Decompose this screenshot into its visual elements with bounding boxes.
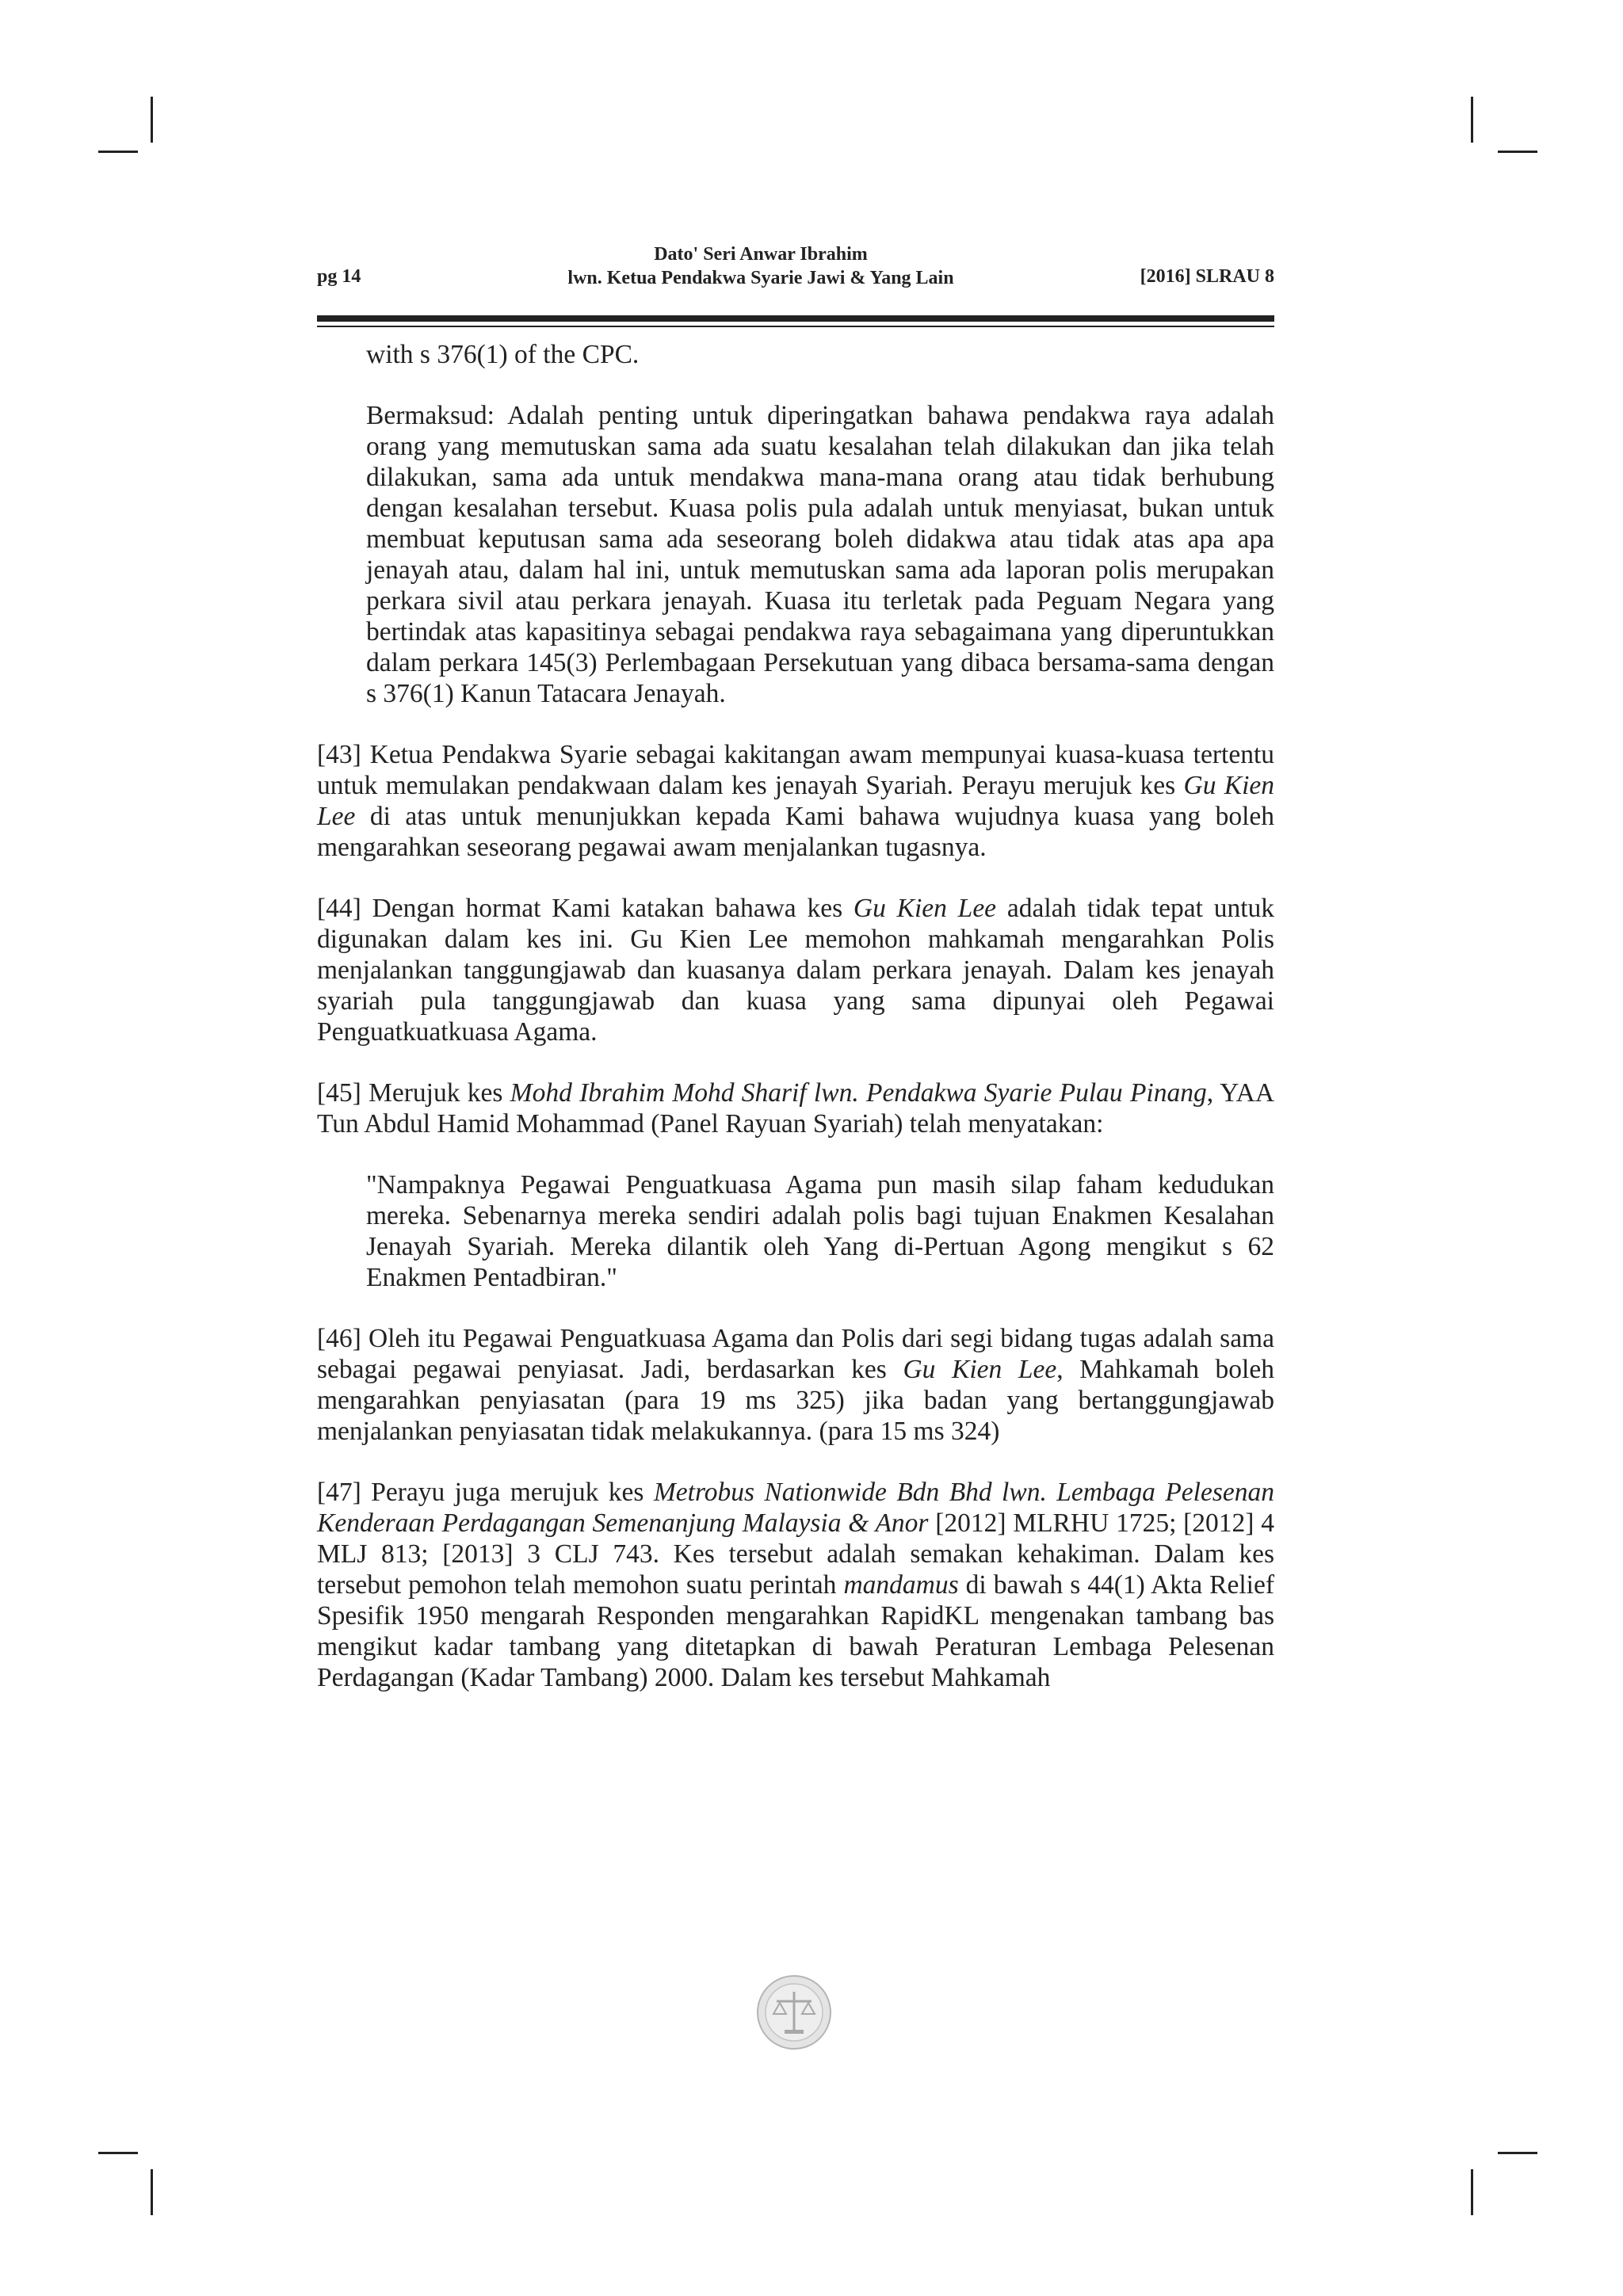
block-quote: "Nampaknya Pegawai Penguatkuasa Agama pun masih silap faham kedudukan mereka. Sebenarnya mereka sendiri adalah polis bagi tujuan Enakmen Kesalahan Jenayah Syariah. Mereka dilantik oleh Yang di-Pertuan Agong mengikut s 62 Enakmen Pentadbiran." (366, 1170, 1274, 1292)
crop-mark (1471, 2169, 1473, 2215)
paragraph-43: [43] Ketua Pendakwa Syarie sebagai kakitangan awam mempunyai kuasa-kuasa tertentu untuk memulakan pendakwaan dalam kes jenayah Syariah. Perayu merujuk kes Gu Kien Lee di atas untuk menunjukkan kepada Kami bahawa wujudnya kuasa yang boleh mengarahkan seseorang pegawai awam menjalankan tugasnya. (317, 740, 1274, 862)
crop-mark (151, 97, 153, 143)
case-name: Gu Kien Lee (903, 1355, 1057, 1384)
paragraph-number: [47] (317, 1478, 361, 1507)
paragraph-46: [46] Oleh itu Pegawai Penguatkuasa Agama dan Polis dari segi bidang tugas adalah sama sebagai pegawai penyiasat. Jadi, berdasarkan kes Gu Kien Lee, Mahkamah boleh mengarahkan penyiasatan (para 19 ms 325) jika badan yang bertanggungjawab menjalankan penyiasatan tidak melakukannya. (para 15 ms 324) (317, 1324, 1274, 1446)
case-citation: [2016] SLRAU 8 (1140, 266, 1274, 287)
case-title-line2: lwn. Ketua Pendakwa Syarie Jawi & Yang Lain (567, 268, 954, 288)
crop-mark (98, 2152, 138, 2154)
page-body (317, 339, 1274, 1723)
crop-mark (1498, 151, 1537, 153)
case-name: Gu Kien Lee (317, 771, 1274, 831)
case-name: Mohd Ibrahim Mohd Sharif lwn. Pendakwa Syarie Pulau Pinang (510, 1078, 1207, 1108)
quote-translation: Bermaksud: Adalah penting untuk diperingatkan bahawa pendakwa raya adalah orang yang memutuskan sama ada suatu kesalahan telah dilakukan dan jika telah dilakukan, sama ada untuk mendakwa mana-mana orang atau tidak berhubung dengan kesalahan tersebut. Kuasa polis pula adalah untuk menyiasat, bukan untuk membuat keputusan sama ada seseorang boleh didakwa atau tidak atas apa apa jenayah atau, dalam hal ini, untuk memutuskan sama ada laporan polis merupakan perkara sivil atau perkara jenayah. Kuasa itu terletak pada Peguam Negara yang bertindak atas kapasitinya sebagai pendakwa raya sebagaimana yang diperuntukkan dalam perkara 145(3) Perlembagaan Persekutuan yang dibaca bersama-sama dengan s 376(1) Kanun Tatacara Jenayah. (366, 401, 1274, 708)
paragraph-45: [45] Merujuk kes Mohd Ibrahim Mohd Sharif lwn. Pendakwa Syarie Pulau Pinang, YAA Tun Abdul Hamid Mohammad (Panel Rayuan Syariah) telah menyatakan: (317, 1078, 1275, 1138)
paragraph-number: [43] (317, 740, 361, 769)
crop-mark (98, 151, 138, 153)
paragraph-47: [47] Perayu juga merujuk kes Metrobus Nationwide Bdn Bhd lwn. Lembaga Pelesenan Kenderaan Perdagangan Semenanjung Malaysia & Anor [2012] MLRHU 1725; [2012] 4 MLJ 813; [2013] 3 CLJ 743. Kes tersebut adalah semakan kehakiman. Dalam kes tersebut pemohon telah memohon suatu perintah mandamus di bawah s 44(1) Akta Relief Spesifik 1950 mengarah Responden mengarahkan RapidKL mengenakan tambang bas mengikut kadar tambang yang ditetapkan di bawah Peraturan Lembaga Pelesenan Perdagangan (Kadar Tambang) 2000. Dalam kes tersebut Mahkamah (317, 1478, 1275, 1692)
crop-mark (151, 2169, 153, 2215)
latin-term: mandamus (843, 1570, 959, 1600)
paragraph-number: [46] (317, 1324, 361, 1353)
paragraph-number: [44] (317, 894, 361, 923)
page-number: pg 14 (317, 266, 361, 287)
case-name: Metrobus Nationwide Bdn Bhd lwn. Lembaga Pelesenan Kenderaan Perdagangan Semenanjung Malaysia & Anor (317, 1478, 1275, 1538)
paragraph-44: [44] Dengan hormat Kami katakan bahawa kes Gu Kien Lee adalah tidak tepat untuk digunakan dalam kes ini. Gu Kien Lee memohon mahkamah mengarahkan Polis menjalankan tanggungjawab dan kuasanya dalam perkara jenayah. Dalam kes jenayah syariah pula tanggungjawab dan kuasa yang sama dipunyai oleh Pegawai Penguatkuatkuasa Agama. (317, 894, 1274, 1047)
crop-mark (1498, 2152, 1537, 2154)
court-seal-icon (754, 1973, 834, 2052)
case-title-line1: Dato' Seri Anwar Ibrahim (654, 244, 868, 265)
header-rule-thin (317, 326, 1274, 327)
quote-tail: with s 376(1) of the CPC. (366, 340, 640, 369)
crop-mark (1471, 97, 1473, 143)
header-rule-thick (317, 315, 1274, 322)
running-header (317, 242, 1274, 290)
case-name: Gu Kien Lee (853, 894, 997, 923)
paragraph-number: [45] (317, 1078, 361, 1108)
case-title (444, 242, 1078, 290)
